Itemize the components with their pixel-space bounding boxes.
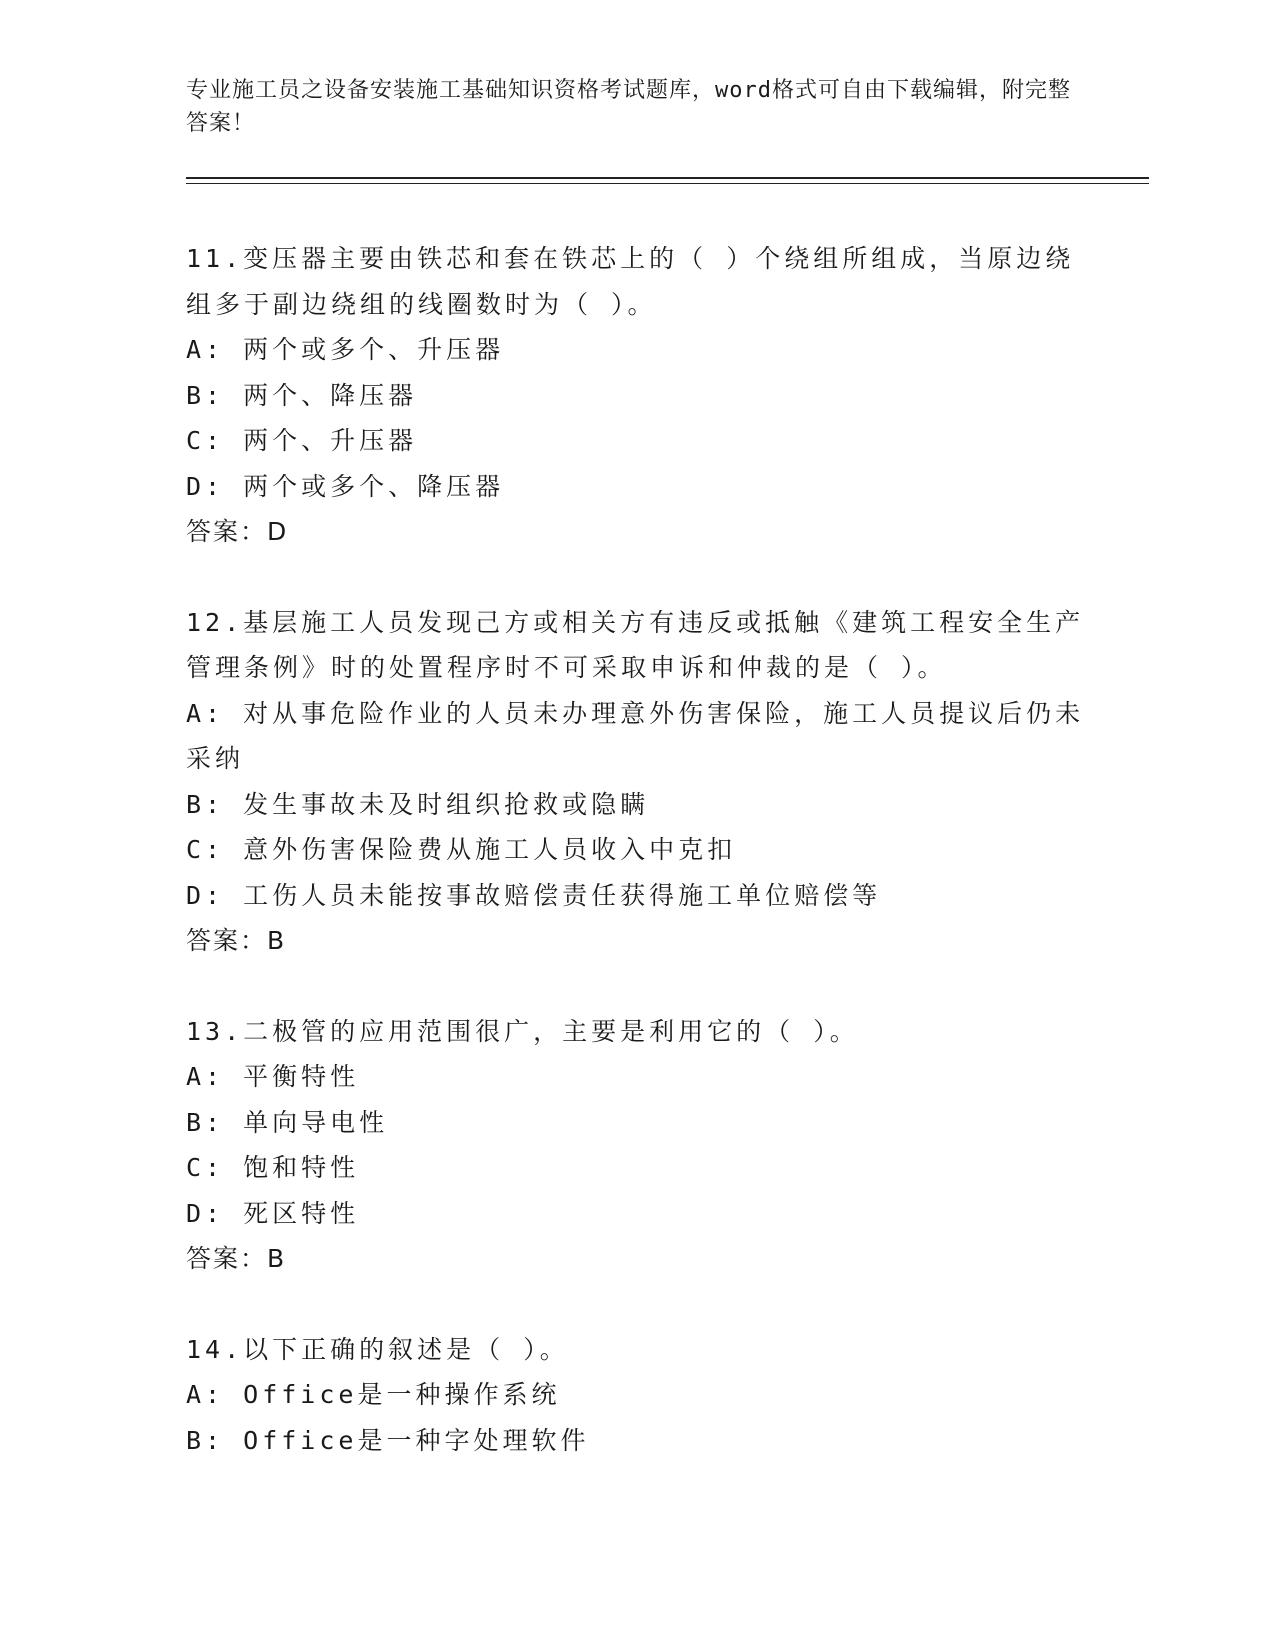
option-c: C: 两个、升压器 xyxy=(186,426,418,455)
option-c: C: 饱和特性 xyxy=(186,1153,360,1182)
option-a: A: 两个或多个、升压器 xyxy=(186,335,505,364)
question-12 xyxy=(186,600,1086,964)
option-d: D: 两个或多个、降压器 xyxy=(186,471,505,501)
header-text: 专业施工员之设备安装施工基础知识资格考试题库，word格式可自由下载编辑，附完整答案！ xyxy=(186,78,1071,136)
question-14 xyxy=(186,1327,1086,1464)
option-a: A: 对从事危险作业的人员未办理意外伤害保险，施工人员提议后仍未采纳 xyxy=(186,698,1085,773)
document-header xyxy=(186,74,1086,140)
question-13 xyxy=(186,1009,1086,1282)
answer-line: 答案：D xyxy=(186,517,289,546)
option-b: B: 发生事故未及时组织抢救或隐瞒 xyxy=(186,789,650,819)
option-b: B: 两个、降压器 xyxy=(186,380,418,410)
question-stem: 14.以下正确的叙述是（ ）。 xyxy=(186,1334,569,1364)
header-divider-thin xyxy=(186,183,1149,184)
option-b: B: 单向导电性 xyxy=(186,1107,389,1137)
option-c: C: 意外伤害保险费从施工人员收入中克扣 xyxy=(186,835,737,864)
option-a: A: Office是一种操作系统 xyxy=(186,1380,561,1409)
option-d: D: 死区特性 xyxy=(186,1198,360,1228)
option-b: B: Office是一种字处理软件 xyxy=(186,1425,590,1455)
option-d: D: 工伤人员未能按事故赔偿责任获得施工单位赔偿等 xyxy=(186,880,882,910)
question-11 xyxy=(186,236,1086,555)
question-list xyxy=(186,236,1086,1508)
option-a: A: 平衡特性 xyxy=(186,1062,360,1091)
answer-line: 答案：B xyxy=(186,926,287,955)
answer-line: 答案：B xyxy=(186,1244,287,1273)
question-stem: 13.二极管的应用范围很广，主要是利用它的（ ）。 xyxy=(186,1016,859,1046)
question-stem: 11.变压器主要由铁芯和套在铁芯上的（ ）个绕组所组成，当原边绕组多于副边绕组的线圈数时为（ ）。 xyxy=(186,244,1075,319)
question-stem: 12.基层施工人员发现己方或相关方有违反或抵触《建筑工程安全生产管理条例》时的处置程序时不可采取申诉和仲裁的是（ ）。 xyxy=(186,607,1085,682)
header-divider-thick xyxy=(186,177,1149,179)
